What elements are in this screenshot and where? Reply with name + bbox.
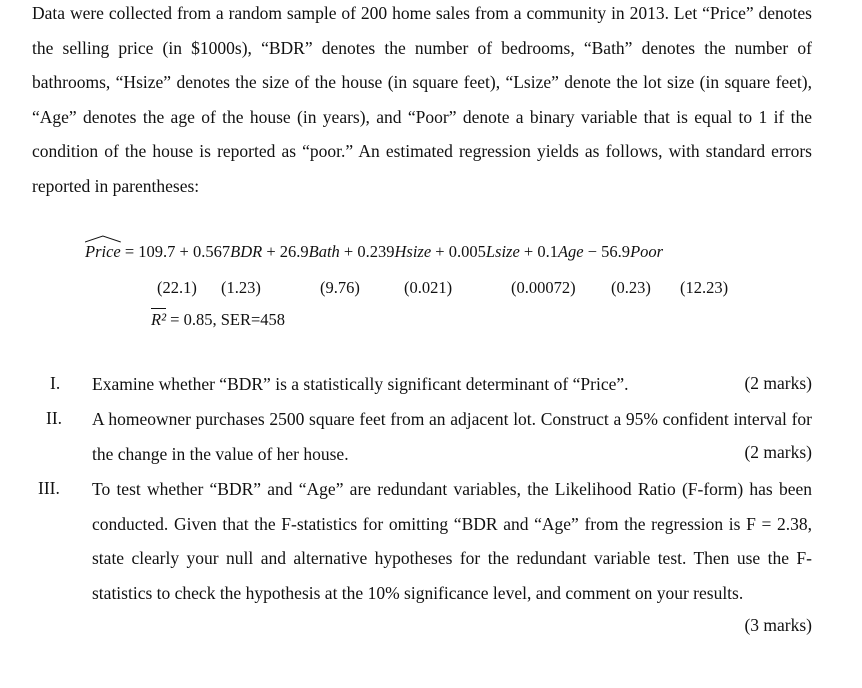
question-numeral: III. [38,478,60,498]
se-intercept: (22.1) [157,278,197,297]
fit-statistics [151,310,285,330]
se-poor: (12.23) [680,278,729,297]
se-age: (0.23) [611,278,651,297]
r-bar-squared: R² [151,310,167,329]
se-bdr: (1.23) [221,278,261,297]
question-text: A homeowner purchases 2500 square feet from an adjacent lot. Construct a 95% confident interval for the change in the value of her house. [92,409,812,464]
question-marks: (3 marks) [744,615,812,635]
equation-lhs: Price [85,242,121,261]
price-hat [85,242,121,262]
question-marks: (2 marks) [744,373,812,393]
question-marks: (2 marks) [744,442,812,462]
equation-rhs: 109.7 + 0.567BDR + 26.9Bath + 0.239Hsize + 0.005Lsize + 0.1Age − 56.9Poor [138,242,664,261]
se-hsize: (0.021) [404,278,453,297]
intro-paragraph: Data were collected from a random sample of 200 home sales from a community in 2013. Let “Price” denotes the selling price (in $1000s), “BDR” denotes the number of bedrooms, “Bath” denotes the number of bathrooms, “Hsize” denotes the size of the house (in square feet), “Lsize” denote the lot size (in square feet), “Age” denotes the age of the house (in years), and “Poor” denote a binary variable that is equal to 1 if the condition of the house is reported as “poor.” An estimated regression yields as follows, with standard errors reported in parentheses: [32,3,812,196]
se-bath: (9.76) [320,278,360,297]
question-numeral: I. [50,373,61,393]
question-text: To test whether “BDR” and “Age” are redundant variables, the Likelihood Ratio (F-form) has been conducted. Given that the F-statistics for omitting “BDR and “Age” from the regression is F = 2.38, state clearly your null and alternative hypotheses for the redundant variable test. Then use the F-statistics to check the hypothesis at the 10% significance level, and comment on your results. [92,479,812,603]
equation-equals: = [120,242,139,261]
question-text: Examine whether “BDR” is a statistically significant determinant of “Price”. [92,374,629,394]
fit-values: = 0.85, SER=458 [166,310,286,329]
se-lsize: (0.00072) [511,278,576,297]
regression-equation [85,242,663,262]
question-numeral: II. [46,408,63,428]
